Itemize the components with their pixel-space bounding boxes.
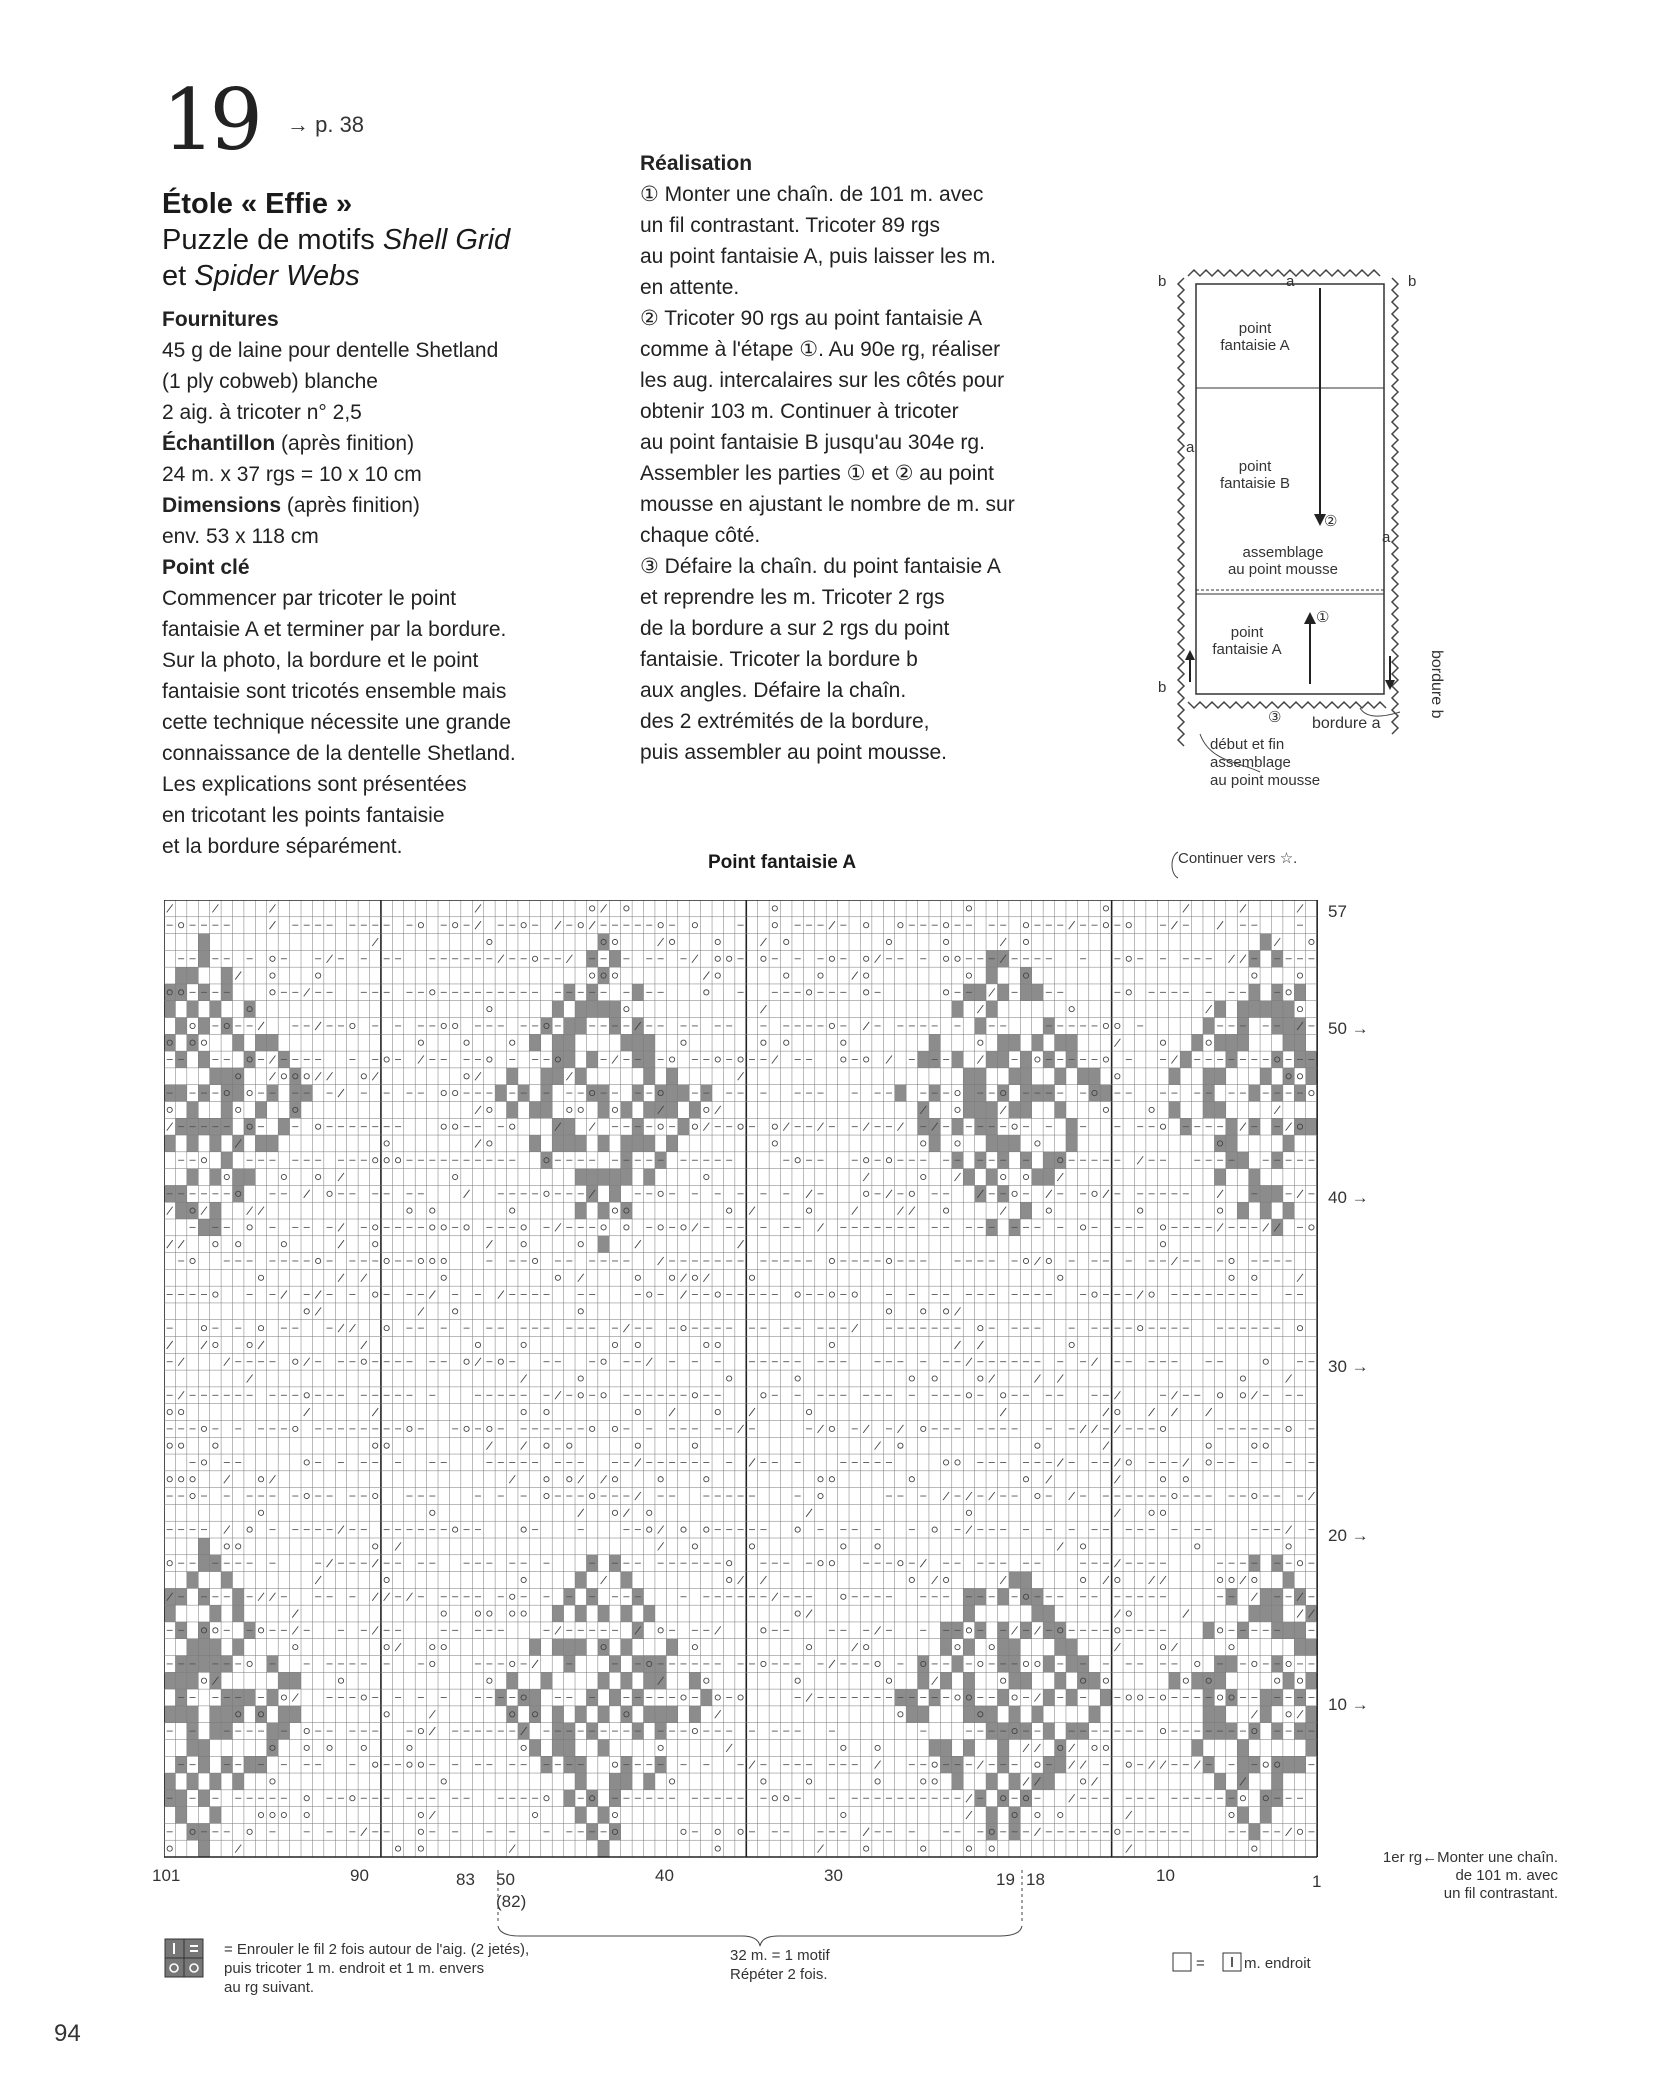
label-a-right: a xyxy=(1382,529,1391,546)
border-bottom-zigzag xyxy=(1188,702,1386,708)
project-title: Étole « Effie » xyxy=(162,188,353,220)
page-number: 94 xyxy=(54,2020,81,2047)
marker-3: ③ xyxy=(1268,709,1282,726)
border-left-zigzag xyxy=(1178,278,1184,746)
label-a-left: a xyxy=(1186,439,1195,456)
zone-a-bottom-label: point fantaisie A xyxy=(1212,624,1282,658)
wrap-stitch-legend: = Enrouler le fil 2 fois autour de l'aig. (2 jetés), puis tricoter 1 m. endroit et 1 m. envers au rg suivant. xyxy=(224,1941,530,1996)
realisation-section xyxy=(640,148,1080,768)
supplies-heading: Fournitures xyxy=(162,308,279,331)
arrow-up-icon xyxy=(1304,612,1316,624)
chart-title: Point fantaisie A xyxy=(708,852,857,873)
keypoint-heading: Point clé xyxy=(162,556,250,579)
supply-line: 2 aig. à tricoter n° 2,5 xyxy=(162,401,362,424)
zone-b-label: point fantaisie B xyxy=(1219,458,1291,492)
stitch-label-40: 40 xyxy=(655,1866,674,1885)
project-subtitle: Puzzle de motifs Shell Grid et Spider Webs xyxy=(162,224,511,292)
label-b-bottom-left: b xyxy=(1158,679,1167,696)
stitch-label-10: 10 xyxy=(1156,1866,1175,1885)
pattern-number: 19 xyxy=(162,71,257,169)
stitch-label-19: 19 xyxy=(996,1870,1015,1889)
realisation-heading: Réalisation xyxy=(640,152,753,175)
supply-line: 45 g de laine pour dentelle Shetland xyxy=(162,339,499,362)
border-top-zigzag xyxy=(1188,270,1380,276)
row-label-40: 40 → xyxy=(1328,1188,1369,1207)
first-row-note: 1er rg←Monter une chaîn. de 101 m. avec un fil contrastant. xyxy=(1382,1849,1558,1902)
stitch-label-50: 50 xyxy=(496,1870,515,1889)
wrap-stitch-symbol-icon xyxy=(164,1938,204,1978)
label-b-top-left: b xyxy=(1158,273,1167,290)
stitch-label-82: (82) xyxy=(496,1892,527,1911)
realisation-text: ① Monter une chaîn. de 101 m. avec un fil contrastant. Tricoter 89 rgs au point fantaisie A, puis laisser les m. en attente. ② Tricoter 90 rgs au point fantaisie A comme à l'étape ①. Au 90e rg, réaliser les aug. intercalaires sur les côtés pour obtenir 103 m. Continuer à tricoter au point fantaisie B jusqu'au 304e rg. Assembler les parties ① et ② au point mousse en ajustant le nombre de m. sur chaque côté. ③ Défaire la chaîn. du point fantaisie A et reprendre les m. Tricoter 2 rgs de la bordure a sur 2 rgs du point fantaisie. Tricoter la bordure b aux angles. Défaire la chaîn. des 2 extrémités de la bordure, puis assembler au point mousse. xyxy=(640,183,1015,764)
marker-1: ① xyxy=(1316,609,1330,626)
repeat-bracket xyxy=(480,1866,1040,1952)
knit-legend-equals: = xyxy=(1196,1955,1205,1972)
border-right-zigzag xyxy=(1392,278,1398,734)
label-bordure-a: bordure a xyxy=(1312,715,1381,732)
keypoint-text: Commencer par tricoter le point fantaisie A et terminer par la bordure. Sur la photo, la bordure et le point fantaisie sont tricotés ensemble mais cette technique nécessite une grande connaissance de la dentelle Shetland. Les explications sont présentées en tricotant les points fantaisie et la bordure séparément. xyxy=(162,587,516,858)
empty-cell-icon xyxy=(1172,1952,1192,1972)
stitch-label-30: 30 xyxy=(824,1866,843,1885)
stitch-label-18: 18 xyxy=(1026,1870,1045,1889)
supplies-section xyxy=(162,304,582,862)
start-note: début et fin assemblage au point mousse xyxy=(1210,736,1321,789)
supply-line: (1 ply cobweb) blanche xyxy=(162,370,378,393)
page-reference: → p. 38 xyxy=(287,112,365,137)
gauge-line: Échantillon (après finition) xyxy=(162,432,415,455)
continue-note: Continuer vers ☆. xyxy=(1178,850,1298,867)
marker-2: ② xyxy=(1324,513,1338,530)
zone-a-top-label: point fantaisie A xyxy=(1220,320,1290,354)
stitch-label-90: 90 xyxy=(350,1866,369,1885)
dimensions-value: env. 53 x 118 cm xyxy=(162,525,319,548)
row-label-30: 30 → xyxy=(1328,1357,1369,1376)
label-a-top: a xyxy=(1286,273,1295,290)
knit-cell-icon xyxy=(1222,1952,1242,1972)
row-label-20: 20 → xyxy=(1328,1526,1369,1545)
row-label-57: 57 xyxy=(1328,902,1347,921)
zone-join-label: assemblage au point mousse xyxy=(1227,544,1339,578)
row-label-10: 10 → xyxy=(1328,1695,1369,1714)
label-b-top-right: b xyxy=(1408,273,1417,290)
knit-legend-text: m. endroit xyxy=(1244,1955,1311,1972)
stitch-label-83: 83 xyxy=(456,1870,475,1889)
stitch-label-101: 101 xyxy=(152,1866,181,1885)
gauge-value: 24 m. x 37 rgs = 10 x 10 cm xyxy=(162,463,422,486)
repeat-note: 32 m. = 1 motif Répéter 2 fois. xyxy=(730,1947,830,1983)
label-bordure-b: bordure b xyxy=(1428,650,1445,719)
knitting-chart xyxy=(164,900,1324,1860)
stitch-label-1: 1 xyxy=(1312,1872,1322,1891)
row-label-50: 50 → xyxy=(1328,1019,1369,1038)
dimensions-line: Dimensions (après finition) xyxy=(162,494,420,517)
